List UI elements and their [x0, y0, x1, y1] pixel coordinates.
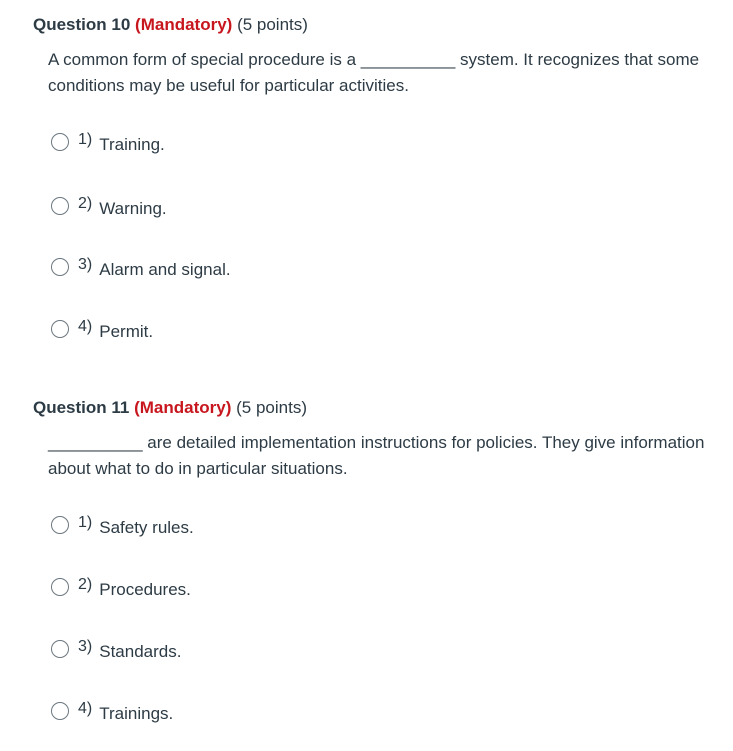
- question-text: A common form of special procedure is a __________ system. It recognizes that some conditions may be useful for particular activities.: [48, 50, 700, 95]
- option-label: Training.: [99, 135, 165, 154]
- points-label: (5 points): [236, 398, 307, 417]
- option-number: 4): [78, 318, 93, 335]
- radio-button[interactable]: [51, 320, 69, 338]
- answer-option-2[interactable]: [51, 194, 167, 218]
- option-label: Standards.: [99, 642, 182, 661]
- question-header: [33, 14, 723, 36]
- option-label: Safety rules.: [99, 518, 194, 537]
- question-title: Question 11: [33, 398, 130, 417]
- option-number: 1): [78, 514, 93, 531]
- option-number: 3): [78, 638, 93, 655]
- mandatory-label: (Mandatory): [135, 15, 233, 34]
- points-label: (5 points): [237, 15, 308, 34]
- option-number: 2): [78, 195, 93, 212]
- answer-option-2[interactable]: [51, 575, 191, 599]
- option-number: 4): [78, 700, 93, 717]
- question-title: Question 10: [33, 15, 131, 34]
- radio-button[interactable]: [51, 578, 69, 596]
- option-label: Permit.: [99, 322, 154, 341]
- answer-option-3[interactable]: [51, 637, 181, 661]
- mandatory-label: (Mandatory): [134, 398, 232, 417]
- answer-option-4[interactable]: [51, 699, 173, 723]
- question-10: [33, 14, 723, 354]
- option-number: 3): [78, 256, 93, 273]
- option-number: 2): [78, 576, 93, 593]
- answer-option-1[interactable]: [51, 513, 194, 537]
- radio-button[interactable]: [51, 197, 69, 215]
- answer-option-1[interactable]: [51, 130, 165, 154]
- question-11: [33, 397, 723, 737]
- radio-button[interactable]: [51, 702, 69, 720]
- radio-button[interactable]: [51, 258, 69, 276]
- option-number: 1): [78, 131, 93, 148]
- question-header: [33, 397, 723, 419]
- answer-option-3[interactable]: [51, 255, 231, 279]
- option-label: Warning.: [99, 199, 167, 218]
- option-label: Trainings.: [99, 704, 174, 723]
- option-label: Procedures.: [99, 580, 191, 599]
- radio-button[interactable]: [51, 640, 69, 658]
- option-label: Alarm and signal.: [99, 260, 231, 279]
- answer-option-4[interactable]: [51, 317, 153, 341]
- radio-button[interactable]: [51, 133, 69, 151]
- radio-button[interactable]: [51, 516, 69, 534]
- question-text: __________ are detailed implementation instructions for policies. They give information about what to do in particular situations.: [48, 433, 705, 478]
